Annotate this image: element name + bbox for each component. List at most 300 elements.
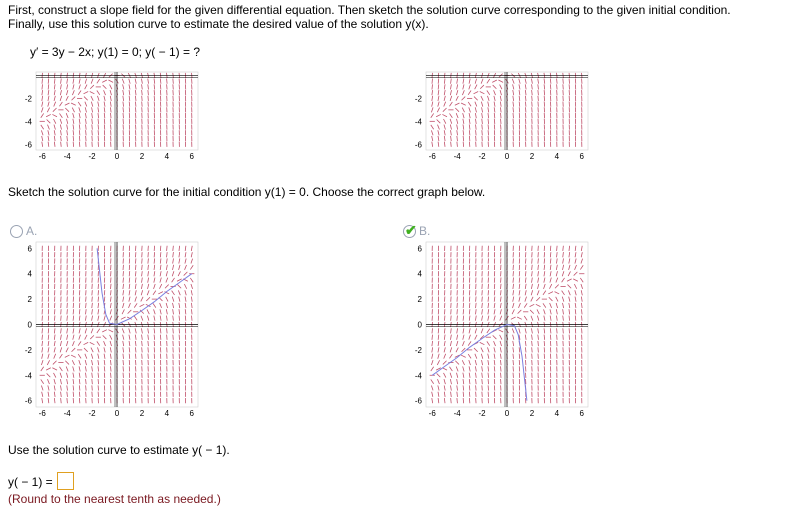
slope-segment: [532, 84, 533, 89]
option-a[interactable]: [10, 224, 37, 238]
slope-segment: [463, 316, 464, 321]
slope-segment: [456, 341, 457, 346]
slope-segment: [148, 258, 149, 263]
slope-segment: [48, 347, 49, 352]
slope-segment: [525, 79, 526, 84]
slope-segment: [73, 328, 74, 333]
slope-segment: [500, 107, 501, 112]
slope-segment: [432, 398, 433, 403]
slope-segment: [431, 130, 433, 135]
slope-segment: [98, 316, 99, 321]
slope-segment: [42, 90, 43, 95]
slope-segment: [438, 392, 439, 397]
slope-segment: [432, 392, 433, 397]
slope-segment: [531, 316, 533, 321]
slope-segment: [129, 84, 130, 89]
slope-segment: [462, 90, 464, 95]
slope-segment: [494, 102, 495, 107]
slope-segment: [79, 309, 80, 314]
slope-segment: [494, 347, 495, 352]
slope-segment: [135, 290, 136, 295]
slope-segment: [59, 367, 62, 371]
slope-segment: [469, 366, 470, 371]
slope-segment: [104, 113, 105, 118]
slope-segment: [54, 142, 55, 147]
part2-prompt: Use the solution curve to estimate y( − 1).: [8, 443, 230, 457]
slope-segment: [444, 130, 445, 135]
slope-segment: [153, 291, 156, 295]
slope-segment: [500, 113, 501, 118]
slope-segment: [513, 347, 514, 352]
slope-segment: [72, 97, 76, 101]
slope-segment: [457, 119, 458, 124]
slope-segment: [469, 119, 470, 124]
slope-segment: [569, 316, 570, 321]
slope-segment: [48, 385, 49, 390]
slope-segment: [191, 309, 192, 314]
slope-segment: [500, 290, 501, 295]
slope-segment: [90, 85, 94, 89]
x-tick-label: 6: [579, 409, 584, 418]
slope-segment: [444, 136, 445, 141]
slope-segment: [54, 385, 55, 390]
slope-segment: [574, 272, 578, 276]
slope-segment: [86, 130, 87, 135]
slope-segment: [48, 136, 49, 141]
slope-segment: [61, 136, 62, 141]
slope-segment: [555, 292, 560, 294]
slope-segment: [178, 271, 180, 276]
slope-segment: [550, 271, 551, 276]
x-tick-label: 0: [504, 409, 510, 418]
slope-segment: [449, 354, 452, 358]
slope-segment: [432, 90, 433, 95]
slope-segment: [476, 130, 477, 135]
y-tick-label: -2: [414, 94, 422, 104]
slope-segment: [46, 114, 51, 116]
slope-segment: [65, 108, 69, 112]
slope-segment: [500, 347, 501, 352]
slope-segment: [449, 113, 452, 117]
slope-segment: [469, 84, 471, 89]
slope-segment: [444, 398, 445, 403]
slope-segment: [575, 252, 576, 257]
slope-segment: [72, 360, 74, 365]
slope-segment: [92, 373, 93, 378]
slope-segment: [494, 341, 496, 346]
slope-segment: [537, 290, 539, 295]
slope-segment: [54, 125, 55, 130]
slope-segment: [110, 85, 112, 90]
option-a-label: A.: [26, 224, 38, 238]
slope-segment: [550, 258, 551, 263]
slope-segment: [111, 284, 112, 289]
slope-segment: [512, 309, 514, 314]
slope-segment: [148, 90, 149, 95]
slope-segment: [488, 366, 489, 371]
slope-segment: [67, 335, 68, 340]
slope-segment: [437, 373, 441, 377]
slope-segment: [54, 373, 56, 378]
slope-segment: [66, 367, 68, 372]
slope-segment: [48, 335, 49, 340]
slope-segment: [123, 341, 124, 346]
slope-segment: [438, 90, 439, 95]
slope-segment: [167, 328, 168, 333]
slope-segment: [110, 309, 111, 314]
slope-segment: [65, 103, 70, 105]
slope-segment: [85, 107, 86, 112]
slope-segment: [500, 309, 501, 314]
slope-segment: [444, 79, 445, 84]
slope-segment: [550, 303, 552, 308]
slope-segment: [91, 328, 93, 333]
slope-segment: [142, 84, 143, 89]
slope-segment: [468, 354, 471, 358]
slope-segment: [475, 360, 476, 365]
slope-segment: [450, 347, 452, 352]
slope-segment: [73, 130, 74, 135]
slope-segment: [469, 130, 470, 135]
slope-segment: [54, 341, 55, 346]
slope-segment: [48, 398, 49, 403]
x-tick-label: 6: [189, 409, 194, 418]
slope-segment: [437, 379, 439, 384]
slope-field: [430, 73, 582, 147]
slope-segment: [98, 303, 99, 308]
slope-segment: [513, 90, 514, 95]
slope-segment: [556, 278, 558, 283]
slope-segment: [185, 259, 186, 264]
slope-segment: [177, 285, 181, 289]
y-tick-label: 0: [27, 320, 32, 330]
y-tick-label: 6: [417, 244, 422, 254]
slope-segment: [173, 246, 174, 251]
slope-segment: [110, 113, 111, 118]
slope-segment: [98, 354, 99, 359]
slope-segment: [469, 79, 470, 84]
answer-input[interactable]: [57, 472, 74, 490]
x-tick-label: -2: [88, 152, 96, 161]
slope-segment: [141, 297, 143, 302]
slope-segment: [60, 335, 61, 340]
slope-segment: [581, 252, 582, 257]
slope-segment: [153, 303, 156, 307]
slope-segment: [474, 97, 478, 101]
slope-segment: [141, 290, 142, 295]
slope-segment: [469, 373, 470, 378]
slope-segment: [160, 309, 161, 314]
slope-segment: [104, 316, 105, 321]
slope-segment: [46, 368, 51, 370]
slope-segment: [488, 102, 489, 107]
slope-segment: [42, 392, 43, 397]
slope-segment: [438, 96, 439, 101]
slope-segment: [482, 297, 483, 302]
slope-segment: [487, 79, 490, 83]
slope-segment: [438, 142, 439, 147]
x-tick-label: 2: [529, 152, 535, 161]
slope-segment: [165, 285, 169, 289]
slope-segment: [123, 303, 124, 308]
equation: y′ = 3y − 2x; y(1) = 0; y( − 1) = ?: [30, 45, 200, 59]
slope-segment: [538, 341, 539, 346]
slope-segment: [568, 271, 570, 276]
slope-segment: [184, 272, 188, 276]
slope-segment: [154, 309, 156, 314]
slope-segment: [475, 316, 476, 321]
slope-segment: [530, 310, 534, 314]
slope-segment: [60, 379, 61, 384]
slope-segment: [123, 360, 124, 365]
slope-segment: [449, 367, 452, 371]
slope-segment: [166, 271, 167, 276]
slope-segment: [494, 113, 495, 118]
slope-segment: [110, 96, 111, 101]
slope-segment: [60, 373, 62, 378]
slope-segment: [67, 398, 68, 403]
slope-segment: [550, 84, 551, 89]
slope-segment: [431, 125, 434, 129]
slope-segment: [60, 125, 61, 130]
slope-segment: [79, 119, 80, 124]
slope-segment: [438, 385, 439, 390]
slope-segment: [160, 303, 162, 308]
slope-segment: [482, 360, 483, 365]
slope-segment: [513, 354, 514, 359]
slope-segment: [500, 316, 502, 321]
slope-segment: [580, 265, 583, 269]
slope-segment: [463, 392, 464, 397]
slope-segment: [519, 297, 520, 302]
y-tick-label: -4: [414, 371, 422, 381]
slope-segment: [488, 297, 489, 302]
slope-segment: [567, 285, 571, 289]
slope-segment: [73, 119, 74, 124]
slope-segment: [48, 392, 49, 397]
slope-segment: [91, 354, 92, 359]
slope-segment: [532, 90, 533, 95]
option-b-radio[interactable]: [403, 221, 417, 238]
slope-segment: [135, 297, 137, 302]
slope-segment: [97, 329, 100, 333]
slope-segment: [92, 360, 93, 365]
slope-segment: [575, 297, 576, 302]
slope-segment: [129, 341, 130, 346]
slope-segment: [463, 309, 464, 314]
slope-segment: [581, 290, 582, 295]
slope-segment: [190, 265, 193, 269]
slope-field-graph-top-right: [404, 70, 594, 165]
slope-segment: [154, 265, 155, 270]
y-tick-label: -2: [24, 94, 32, 104]
slope-segment: [450, 130, 451, 135]
slope-segment: [476, 303, 477, 308]
slope-segment: [500, 341, 501, 346]
y-tick-label: -6: [414, 140, 422, 150]
slope-segment: [475, 354, 477, 359]
slope-segment: [562, 297, 564, 302]
slope-segment: [72, 341, 74, 346]
slope-segment: [451, 79, 452, 84]
slope-segment: [500, 90, 501, 95]
slope-segment: [525, 290, 526, 295]
slope-segment: [104, 360, 105, 365]
slope-segment: [90, 342, 95, 344]
slope-segment: [469, 113, 470, 118]
slope-segment: [85, 79, 86, 84]
slope-segment: [79, 113, 80, 118]
slope-segment: [73, 316, 74, 321]
slope-segment: [67, 142, 68, 147]
slope-segment: [67, 328, 68, 333]
slope-segment: [463, 79, 464, 84]
slope-segment: [52, 114, 57, 116]
slope-segment: [123, 354, 124, 359]
option-b[interactable]: [403, 221, 431, 238]
y-tick-label: 4: [417, 269, 422, 279]
slope-segment: [432, 347, 433, 352]
slope-segment: [512, 328, 514, 333]
slope-segment: [548, 292, 553, 294]
slope-segment: [135, 341, 136, 346]
slope-segment: [60, 96, 62, 101]
slope-segment: [129, 335, 130, 340]
slope-segment: [61, 142, 62, 147]
slope-segment: [92, 119, 93, 124]
slope-segment: [54, 347, 55, 352]
slope-segment: [450, 96, 452, 101]
slope-segment: [104, 297, 105, 302]
slope-segment: [67, 136, 68, 141]
slope-segment: [73, 136, 74, 141]
slope-segment: [48, 102, 49, 107]
slope-segment: [549, 284, 551, 289]
x-tick-label: -6: [428, 409, 436, 418]
slope-segment: [154, 79, 155, 84]
slope-segment: [442, 114, 447, 116]
slope-segment: [488, 354, 489, 359]
slope-segment: [492, 80, 497, 82]
slope-segment: [538, 328, 539, 333]
slope-segment: [48, 96, 49, 101]
slope-segment: [550, 316, 551, 321]
slope-segment: [457, 335, 458, 340]
slope-segment: [104, 366, 105, 371]
slope-segment: [148, 341, 149, 346]
slope-segment: [494, 96, 495, 101]
slope-segment: [455, 103, 460, 105]
round-hint: (Round to the nearest tenth as needed.): [8, 492, 221, 506]
slope-segment: [41, 385, 43, 390]
slope-segment: [67, 119, 68, 124]
slope-segment: [482, 373, 483, 378]
slope-segment: [102, 80, 107, 82]
slope-segment: [532, 341, 533, 346]
slope-segment: [432, 341, 433, 346]
slope-segment: [498, 330, 503, 332]
slope-segment: [172, 297, 174, 302]
slope-segment: [85, 354, 87, 359]
slope-segment: [457, 79, 458, 84]
slope-segment: [581, 309, 582, 314]
slope-segment: [98, 297, 99, 302]
slope-segment: [438, 335, 439, 340]
slope-segment: [513, 297, 514, 302]
slope-segment: [154, 335, 155, 340]
slope-segment: [166, 258, 167, 263]
slope-segment: [54, 354, 56, 359]
y-tick-label: 2: [27, 295, 32, 305]
y-tick-label: -6: [414, 396, 422, 406]
slope-segment: [431, 367, 434, 371]
x-tick-label: -6: [38, 152, 46, 161]
slope-segment: [457, 328, 458, 333]
slope-segment: [519, 96, 520, 101]
slope-segment: [54, 90, 55, 95]
slope-segment: [563, 316, 564, 321]
slope-segment: [67, 379, 68, 384]
slope-segment: [469, 309, 470, 314]
slope-segment: [110, 290, 111, 295]
slope-segment: [123, 347, 124, 352]
slope-field-graph-option-a: [14, 240, 204, 425]
option-a-radio[interactable]: [10, 225, 23, 238]
checkmark-icon: ✔: [405, 221, 417, 238]
slope-segment: [563, 309, 564, 314]
slope-segment: [154, 328, 155, 333]
slope-segment: [110, 335, 112, 340]
slope-segment: [154, 284, 156, 289]
x-tick-label: -6: [428, 152, 436, 161]
slope-segment: [431, 385, 433, 390]
slope-segment: [166, 265, 167, 270]
slope-segment: [488, 316, 489, 321]
slope-segment: [525, 90, 526, 95]
slope-segment: [513, 107, 514, 112]
slope-segment: [110, 107, 111, 112]
slope-segment: [66, 96, 68, 101]
slope-segment: [185, 309, 186, 314]
slope-segment: [568, 290, 570, 295]
slope-segment: [78, 102, 81, 106]
slope-segment: [531, 79, 532, 84]
slope-segment: [500, 354, 501, 359]
slope-segment: [519, 290, 520, 295]
slope-segment: [104, 347, 105, 352]
slope-segment: [85, 316, 86, 321]
slope-segment: [438, 341, 439, 346]
slope-segment: [86, 124, 87, 129]
slope-segment: [494, 360, 495, 365]
slope-segment: [121, 317, 126, 319]
slope-segment: [456, 367, 458, 372]
slope-segment: [480, 342, 485, 344]
slope-segment: [481, 102, 482, 107]
slope-segment: [475, 335, 477, 340]
slope-segment: [456, 348, 458, 353]
slope-segment: [500, 102, 501, 107]
slope-segment: [123, 84, 124, 89]
slope-segment: [581, 297, 582, 302]
slope-segment: [85, 360, 86, 365]
problem-line-2: Finally, use this solution curve to estimate the desired value of the solution y(x).: [8, 17, 429, 31]
slope-segment: [185, 316, 186, 321]
slope-segment: [488, 119, 489, 124]
slope-segment: [123, 107, 124, 112]
answer-label: y( − 1) =: [8, 475, 53, 489]
y-tick-label: -2: [24, 345, 32, 355]
